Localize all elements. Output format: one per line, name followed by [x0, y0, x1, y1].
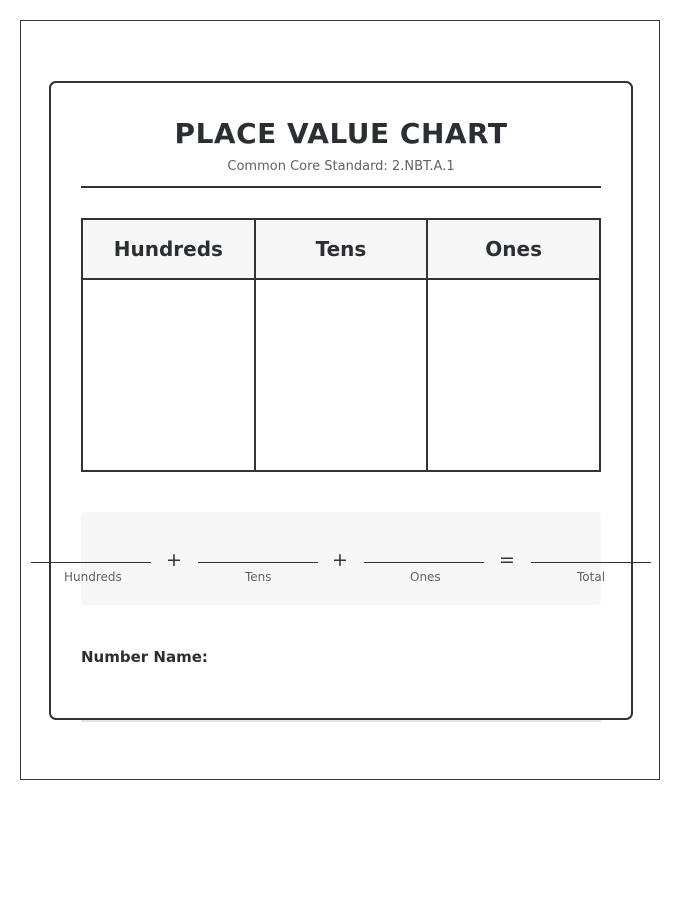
title-divider — [81, 186, 601, 188]
column-header-ones: Ones — [427, 219, 600, 279]
card-bottom-shadow — [81, 720, 601, 722]
hundreds-blank-label: Hundreds — [64, 570, 122, 584]
plus-operator: + — [332, 549, 348, 571]
total-answer-line — [531, 562, 651, 563]
plus-operator: + — [166, 549, 182, 571]
ones-blank[interactable] — [364, 555, 484, 595]
tens-cell[interactable] — [255, 279, 428, 471]
ones-blank-label: Ones — [410, 570, 441, 584]
column-header-tens: Tens — [255, 219, 428, 279]
total-blank[interactable] — [531, 555, 651, 595]
equals-operator: = — [499, 549, 515, 571]
table-header-row — [82, 219, 600, 279]
tens-blank-label: Tens — [245, 570, 272, 584]
standard-subtitle: Common Core Standard: 2.NBT.A.1 — [227, 159, 455, 174]
hundreds-blank[interactable] — [31, 555, 151, 595]
ones-cell[interactable] — [427, 279, 600, 471]
number-name-label: Number Name: — [81, 648, 208, 666]
column-header-hundreds: Hundreds — [82, 219, 255, 279]
table-row — [82, 279, 600, 471]
ones-answer-line — [364, 562, 484, 563]
page-title: PLACE VALUE CHART — [174, 117, 508, 150]
worksheet-card — [49, 81, 633, 720]
hundreds-cell[interactable] — [82, 279, 255, 471]
expanded-form-equation — [31, 549, 651, 595]
total-blank-label: Total — [577, 570, 606, 584]
place-value-table — [81, 218, 601, 472]
tens-blank[interactable] — [198, 555, 318, 595]
tens-answer-line — [198, 562, 318, 563]
hundreds-answer-line — [31, 562, 151, 563]
